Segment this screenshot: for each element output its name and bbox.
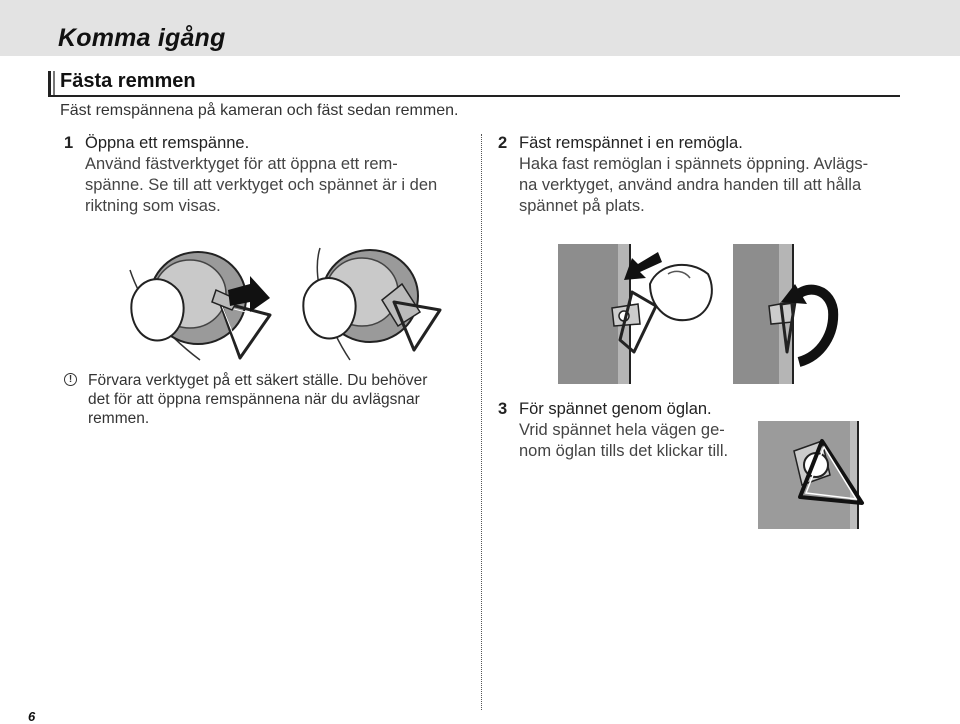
step-2 bbox=[498, 133, 909, 217]
step-body-line: Vrid spännet hela vägen ge- bbox=[519, 421, 725, 439]
step-body-line: spänne. Se till att verktyget och spännet är i den bbox=[85, 176, 438, 194]
step-number: 2 bbox=[498, 134, 508, 152]
step-1 bbox=[64, 133, 480, 217]
page-number: 6 bbox=[28, 709, 36, 724]
step-3 bbox=[498, 399, 764, 462]
step-heading: För spännet genom öglan. bbox=[519, 400, 712, 418]
section-header bbox=[48, 71, 900, 97]
turn-clip-illustration bbox=[733, 244, 863, 384]
section-marker-secondary bbox=[53, 71, 55, 95]
section-intro: Fäst remspännena på kameran och fäst sedan remmen. bbox=[60, 102, 459, 119]
step-heading: Fäst remspännet i en remögla. bbox=[519, 134, 743, 152]
column-divider bbox=[481, 134, 482, 710]
step-heading: Öppna ett remspänne. bbox=[85, 134, 250, 152]
step-number: 1 bbox=[64, 134, 74, 152]
step-body-line: na verktyget, använd andra handen till att hålla bbox=[519, 176, 862, 194]
note-line: det för att öppna remspännena när du avlägsnar bbox=[88, 391, 420, 408]
step-body-line: spännet på plats. bbox=[519, 197, 645, 215]
section-title: Fästa remmen bbox=[60, 70, 196, 92]
step-body-line: riktning som visas. bbox=[85, 197, 221, 215]
clip-locked-illustration bbox=[758, 421, 866, 529]
note-line: remmen. bbox=[88, 410, 150, 427]
step-body-line: nom öglan tills det klickar till. bbox=[519, 442, 729, 460]
section-marker bbox=[48, 71, 51, 95]
open-clip-illustration-1 bbox=[120, 240, 300, 365]
caution-note bbox=[68, 371, 465, 428]
step-number: 3 bbox=[498, 400, 508, 418]
open-clip-illustration-2 bbox=[290, 240, 470, 365]
chapter-title: Komma igång bbox=[58, 24, 226, 52]
step-body-line: Haka fast remöglan i spännets öppning. Avlägs- bbox=[519, 155, 869, 173]
note-line: Förvara verktyget på ett säkert ställe. Du behöver bbox=[88, 372, 428, 389]
step-body-line: Använd fästverktyget för att öppna ett rem- bbox=[85, 155, 398, 173]
caution-icon: ! bbox=[64, 373, 77, 386]
attach-clip-illustration bbox=[558, 244, 718, 384]
